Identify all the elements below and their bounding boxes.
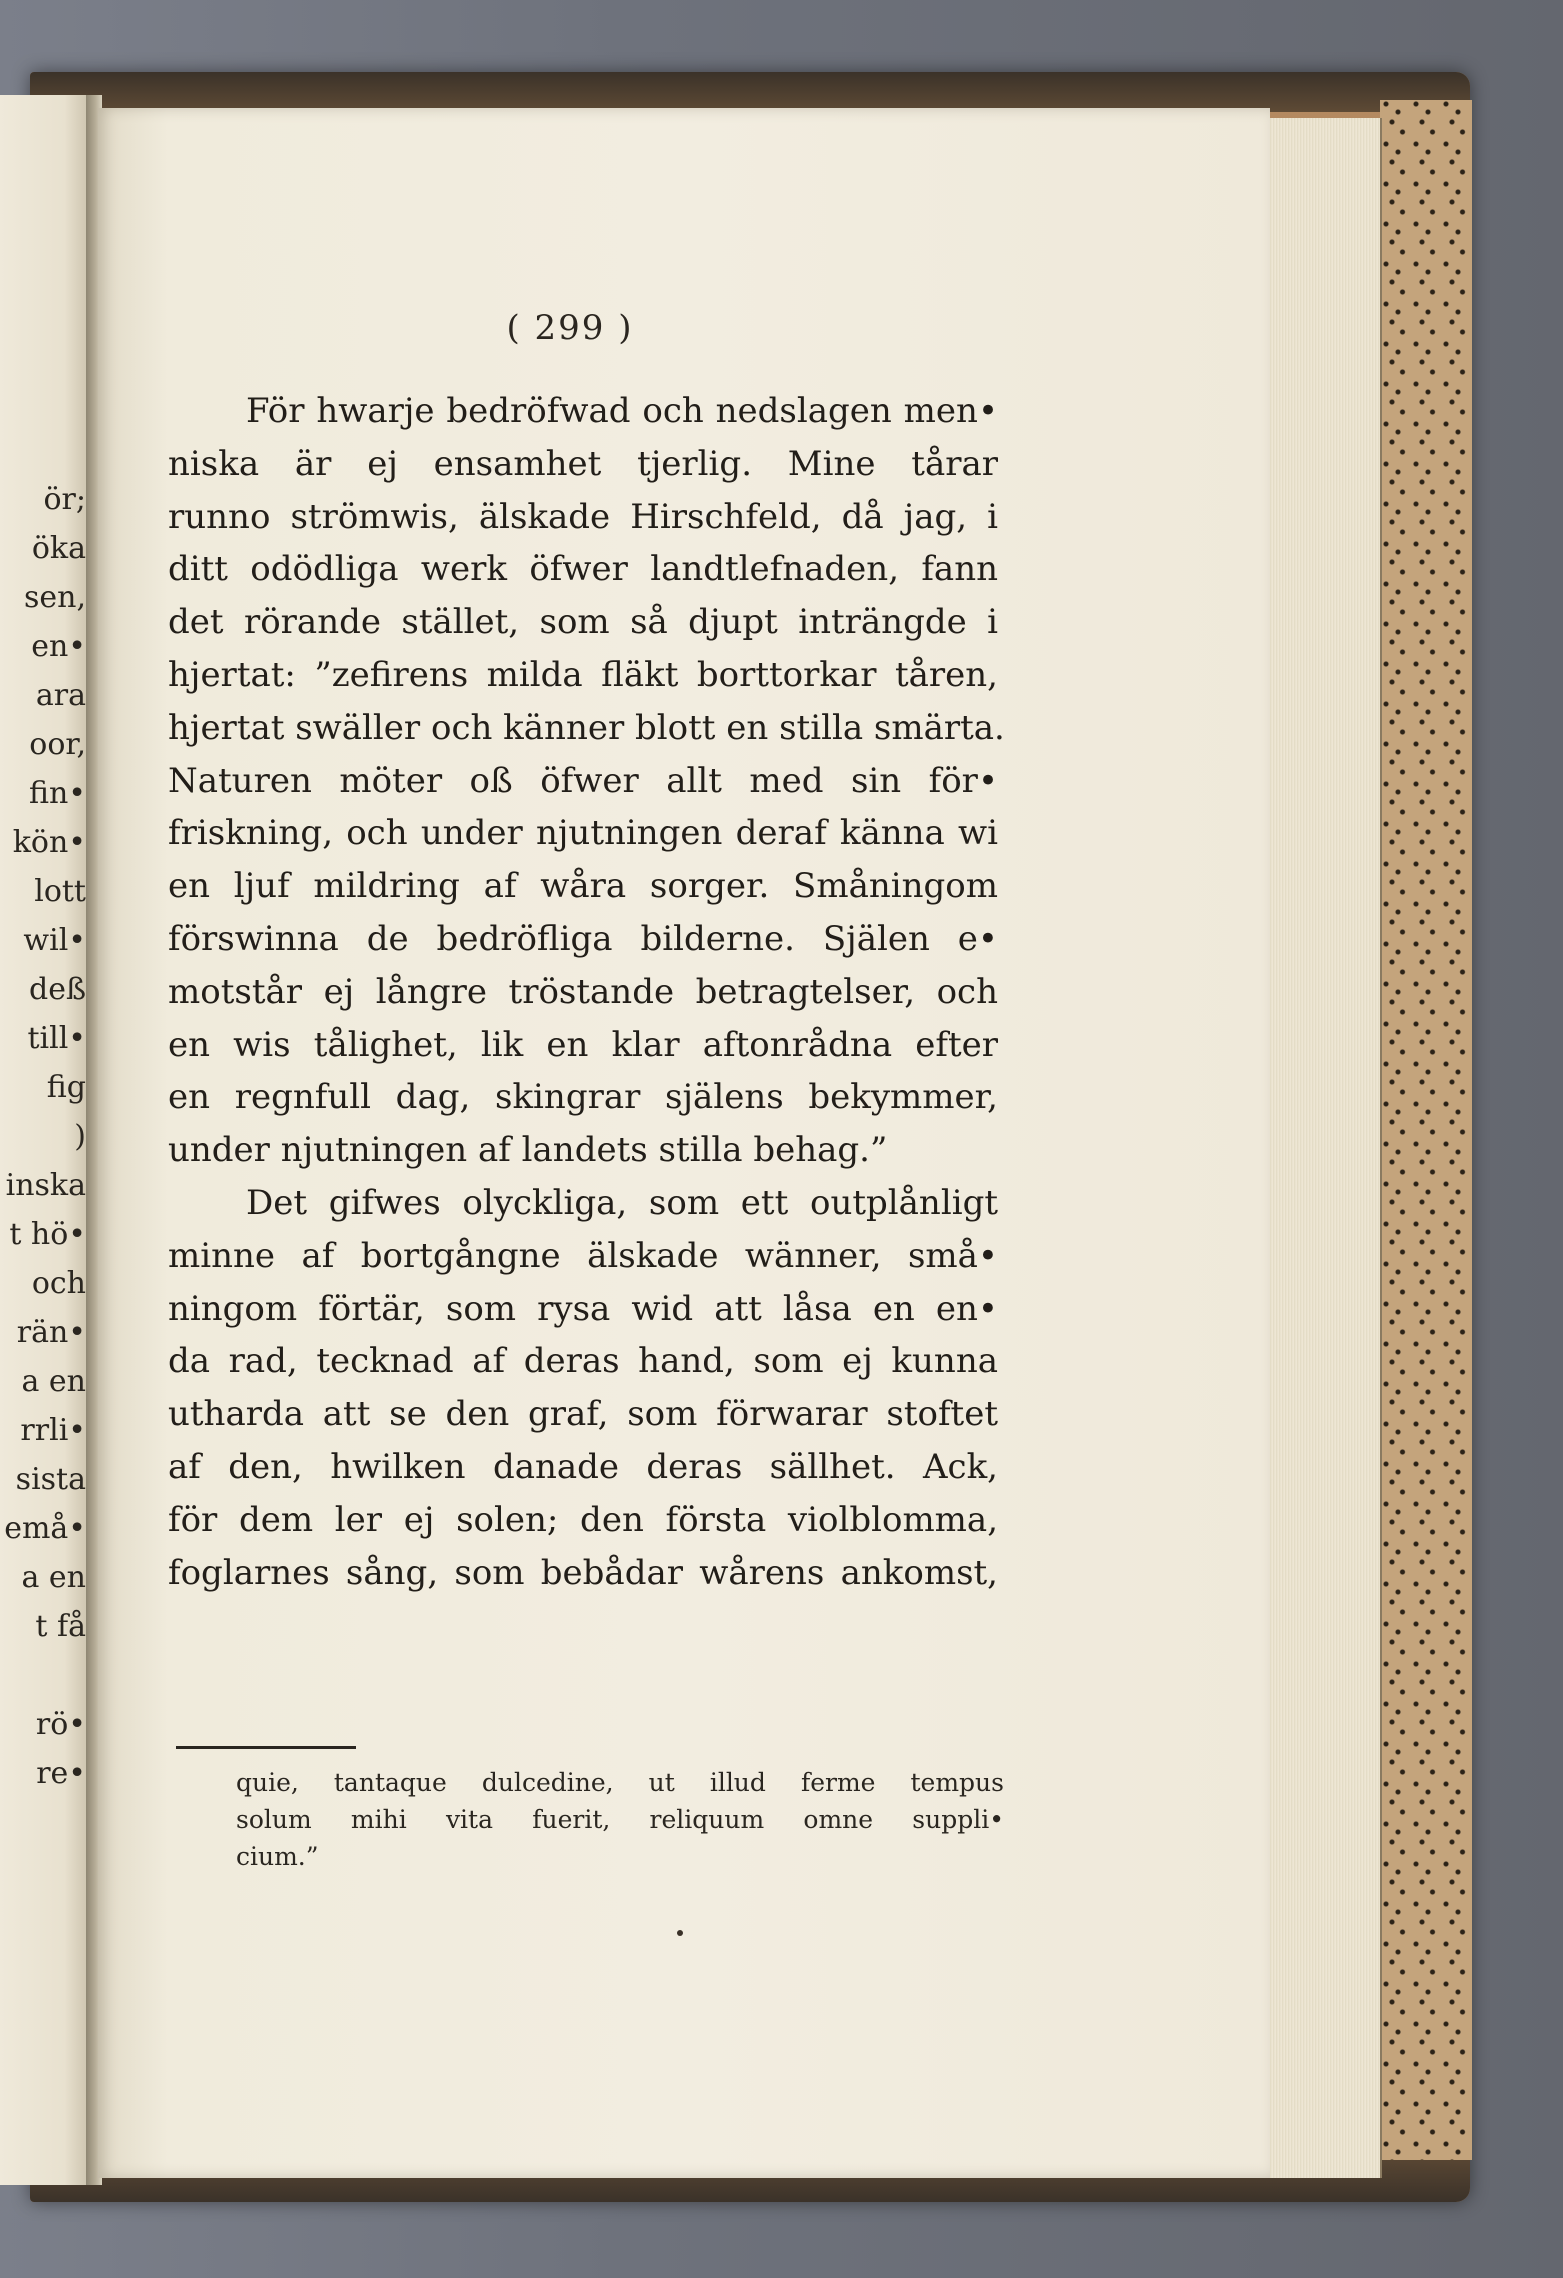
text-line: quie, tantaque dulcedine, ut illud ferme tempus — [236, 1768, 1004, 1797]
left-page-fragment: oor, — [29, 727, 86, 762]
page-edges-stack — [1262, 118, 1382, 2178]
left-page-fragment: a en — [21, 1560, 86, 1595]
text-line: friskning, och under njutningen deraf känna wi — [168, 813, 998, 854]
left-page-fragment: kön• — [12, 825, 86, 860]
left-page-fragment: t få — [35, 1609, 86, 1644]
text-line: utharda att se den graf, som förwarar stoftet — [168, 1394, 998, 1435]
left-page-fragment: och — [31, 1266, 86, 1301]
text-line: För hwarje bedröfwad och nedslagen men• — [246, 391, 998, 431]
footnote-rule — [176, 1746, 356, 1749]
left-page-fragment: rö• — [35, 1707, 86, 1742]
ink-speck — [677, 1930, 683, 1936]
text-line: hjertat swäller och känner blott en stilla smärta. — [168, 707, 1005, 748]
paragraph-2 — [168, 1177, 998, 1599]
text-line: cium.” — [236, 1842, 319, 1871]
left-page-fragment: ara — [35, 678, 86, 713]
text-line: motstår ej långre tröstande betragtelser, och — [168, 971, 998, 1012]
text-line: en wis tålighet, lik en klar aftonrådna efter — [168, 1024, 998, 1065]
left-page-fragment: inska — [5, 1168, 86, 1203]
left-page-fragment: ör; — [43, 482, 86, 517]
left-page-fragment: wil• — [23, 923, 86, 958]
left-page-fragment: en• — [31, 629, 86, 664]
text-line: solum mihi vita fuerit, reliquum omne suppli• — [236, 1805, 1004, 1834]
left-page-fragment: fin• — [28, 776, 86, 811]
left-facing-page — [0, 95, 92, 2185]
left-page-fragment: öka — [31, 531, 86, 566]
text-line: en ljuf mildring af wåra sorger. Småningom — [168, 866, 998, 907]
body-text — [168, 385, 1005, 1599]
left-page-fragment: emå• — [4, 1511, 86, 1546]
text-line: af den, hwilken danade deras sällhet. Ack, — [168, 1446, 998, 1487]
text-line: Det gifwes olyckliga, som ett outplånligt — [246, 1182, 998, 1223]
left-page-fragment: t hö• — [9, 1217, 86, 1252]
text-line: da rad, tecknad af deras hand, som ej kunna — [168, 1341, 998, 1382]
left-page-fragment: till• — [27, 1021, 86, 1056]
speckled-fore-edge — [1380, 100, 1472, 2160]
text-line: ningom förtär, som rysa wid att låsa en en• — [168, 1288, 998, 1329]
text-line: runno strömwis, älskade Hirschfeld, då jag, i — [168, 496, 998, 537]
text-line: ditt odödliga werk öfwer landtlefnaden, fann — [168, 549, 998, 590]
text-line: det rörande stället, som så djupt inträngde i — [168, 602, 998, 643]
book-top-edge — [30, 72, 1470, 112]
left-page-fragment — [0, 1651, 86, 1700]
text-line: för dem ler ej solen; den första violblomma, — [168, 1499, 998, 1540]
left-page-fragment: ) — [74, 1119, 86, 1154]
left-page-fragment: deß — [29, 972, 86, 1007]
left-page-fragment: sista — [15, 1462, 86, 1497]
text-line: niska är ej ensamhet tjerlig. Mine tårar — [168, 443, 998, 484]
footnote — [236, 1764, 1004, 1875]
left-page-fragment: re• — [36, 1756, 86, 1791]
text-line: Naturen möter oß öfwer allt med sin för• — [168, 760, 998, 801]
left-page-fragment: rän• — [16, 1315, 86, 1350]
left-page-fragment: a en — [21, 1364, 86, 1399]
left-page-fragment: sen, — [23, 580, 86, 615]
left-page-fragment: rrli• — [20, 1413, 86, 1448]
paragraph-1 — [168, 385, 1005, 1177]
text-line: foglarnes sång, som bebådar wårens ankomst, — [168, 1552, 998, 1593]
text-line: under njutningen af landets stilla behag.” — [168, 1130, 888, 1171]
text-line: minne af bortgångne älskade wänner, små• — [168, 1235, 998, 1276]
left-page-text — [0, 475, 86, 1798]
page-number: ( 299 ) — [506, 308, 634, 348]
left-page-fragment: lott — [34, 874, 86, 909]
text-line: hjertat: ”zefirens milda fläkt borttorkar tåren, — [168, 654, 998, 695]
left-page-fragment: fig — [46, 1070, 86, 1105]
text-line: en regnfull dag, skingrar själens bekymmer, — [168, 1077, 998, 1118]
text-line: förswinna de bedröfliga bilderne. Själen e• — [168, 918, 998, 959]
